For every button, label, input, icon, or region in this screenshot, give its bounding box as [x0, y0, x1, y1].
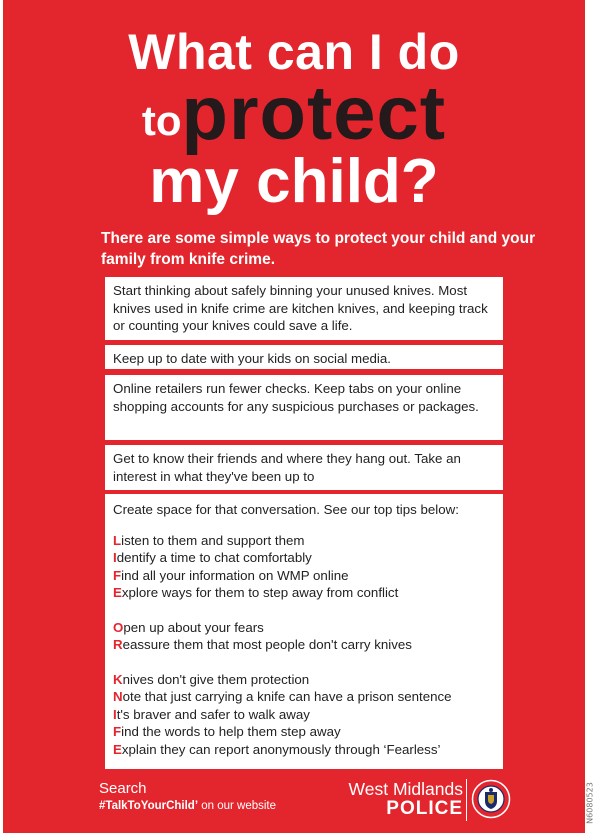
acrostic-letter: F — [113, 567, 122, 583]
org-name-line-2: POLICE — [386, 798, 463, 819]
list-item — [113, 706, 495, 724]
police-crest-icon — [471, 779, 511, 819]
acrostic-letter: E — [113, 741, 122, 757]
tip-box-social-media: Keep up to date with your kids on social media. — [105, 345, 503, 369]
headline-line-3: my child? — [149, 147, 439, 216]
logo-divider — [466, 779, 467, 821]
list-spacer — [113, 602, 495, 619]
footer-hashtag-line — [99, 800, 276, 812]
acrostic-letter: E — [113, 585, 122, 600]
acrostic-text: t's braver and safer to walk away — [116, 706, 310, 722]
tip-box-online-shopping: Online retailers run fewer checks. Keep tabs on your online shopping accounts for any suspicious purchases or packages. — [105, 375, 503, 440]
poster — [3, 0, 585, 833]
acrostic-text: ind the words to help them step away — [121, 724, 341, 739]
list-item — [113, 688, 495, 706]
headline-line-1: What can I do — [128, 24, 460, 80]
acrostic-text: xplain they can report anonymously through ‘Fearless’ — [121, 741, 441, 757]
intro-text: There are some simple ways to protect your child and your family from knife crime. — [101, 230, 536, 268]
list-item — [113, 723, 495, 741]
conversation-lead: Create space for that conversation. See our top tips below: — [113, 502, 459, 517]
acrostic-text: ote that just carrying a knife can have a prison sentence — [122, 689, 452, 704]
acrostic-list — [113, 532, 495, 759]
org-name — [315, 779, 463, 819]
list-item — [113, 549, 495, 567]
headline-prefix: to — [141, 97, 182, 144]
org-name-line-1: West Midlands — [348, 779, 463, 799]
list-item — [113, 532, 495, 550]
tip-box-binning: Start thinking about safely binning your unused knives. Most knives used in knife crime are kitchen knives, and keeping track or counting your knives could save a life. — [105, 277, 503, 340]
headline — [3, 22, 585, 215]
footer-search-label: Search — [99, 780, 147, 797]
list-spacer — [113, 654, 495, 671]
acrostic-letter: K — [113, 671, 123, 687]
headline-emphasis: protect — [181, 71, 447, 156]
acrostic-text: xplore ways for them to step away from conflict — [121, 585, 399, 600]
acrostic-letter: I — [113, 706, 117, 722]
acrostic-letter: O — [113, 619, 124, 635]
acrostic-letter: R — [113, 637, 123, 652]
list-item — [113, 584, 495, 602]
acrostic-letter: L — [113, 532, 122, 548]
footer-hashtag: #TalkToYourChild’ — [99, 800, 199, 812]
acrostic-text: ind all your information on WMP online — [121, 567, 349, 583]
document-code — [580, 773, 600, 833]
acrostic-text: eassure them that most people don't carry knives — [122, 637, 412, 652]
list-item — [113, 636, 495, 654]
document-code-text: N6080523 — [585, 782, 595, 824]
tip-box-friends: Get to know their friends and where they hang out. Take an interest in what they've been up to — [105, 445, 503, 490]
list-item — [113, 619, 495, 637]
footer-hashtag-suffix: on our website — [198, 800, 277, 812]
acrostic-text: isten to them and support them — [121, 532, 305, 548]
list-item — [113, 741, 495, 759]
acrostic-letter: F — [113, 724, 122, 739]
acrostic-letter: I — [113, 550, 117, 565]
acrostic-text: dentify a time to chat comfortably — [116, 550, 312, 565]
list-item — [113, 671, 495, 689]
tip-box-conversation — [105, 494, 503, 769]
acrostic-text: nives don't give them protection — [122, 671, 310, 687]
list-item — [113, 567, 495, 585]
headline-line-2 — [3, 71, 585, 156]
acrostic-text: pen up about your fears — [123, 619, 264, 635]
acrostic-letter: N — [113, 689, 123, 704]
